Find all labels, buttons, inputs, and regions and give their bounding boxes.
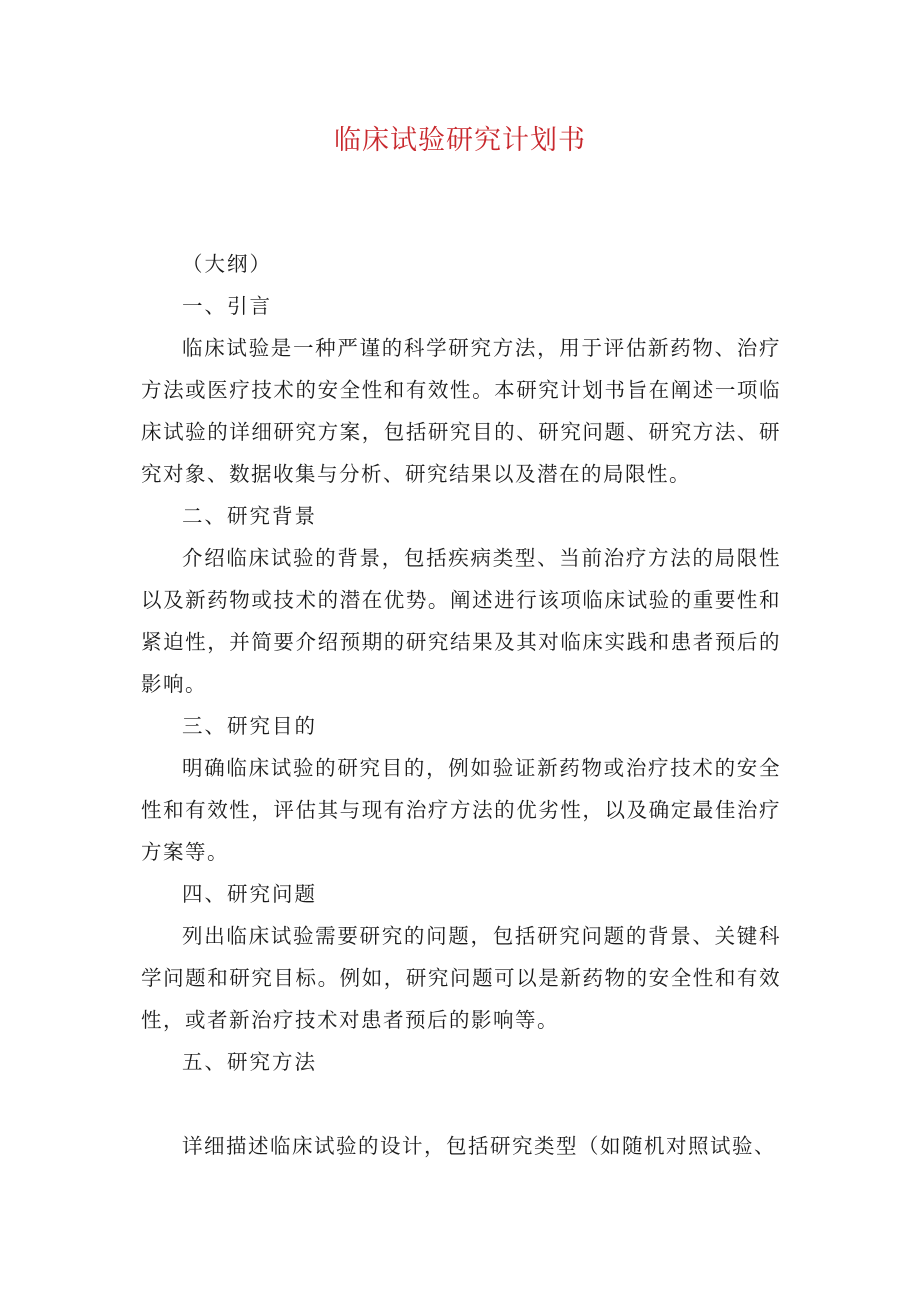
section-heading-objectives: 三、研究目的 — [182, 714, 317, 738]
section-heading-introduction: 一、引言 — [182, 294, 272, 318]
section-paragraph-background: 介绍临床试验的背景，包括疾病类型、当前治疗方法的局限性以及新药物或技术的潜在优势。阐述进行该项临床试验的重要性和紧迫性，并简要介绍预期的研究结果及其对临床实践和患者预后的影响。 — [141, 546, 781, 696]
section-heading-methods: 五、研究方法 — [182, 1050, 317, 1074]
section-paragraph-introduction: 临床试验是一种严谨的科学研究方法，用于评估新药物、治疗方法或医疗技术的安全性和有效性。本研究计划书旨在阐述一项临床试验的详细研究方案，包括研究目的、研究问题、研究方法、研究对象、数据收集与分析、研究结果以及潜在的局限性。 — [141, 336, 781, 486]
section-paragraph-methods: 详细描述临床试验的设计，包括研究类型（如随机对照试验、 — [182, 1134, 776, 1158]
outline-label: （大纲） — [182, 252, 272, 276]
document-body — [141, 243, 781, 1167]
section-heading-questions: 四、研究问题 — [182, 882, 317, 906]
section-paragraph-questions: 列出临床试验需要研究的问题，包括研究问题的背景、关键科学问题和研究目标。例如，研究问题可以是新药物的安全性和有效性，或者新治疗技术对患者预后的影响等。 — [141, 924, 781, 1032]
section-paragraph-objectives: 明确临床试验的研究目的，例如验证新药物或治疗技术的安全性和有效性，评估其与现有治疗方法的优劣性，以及确定最佳治疗方案等。 — [141, 756, 781, 864]
document-title: 临床试验研究计划书 — [334, 125, 586, 156]
section-heading-background: 二、研究背景 — [182, 504, 317, 528]
